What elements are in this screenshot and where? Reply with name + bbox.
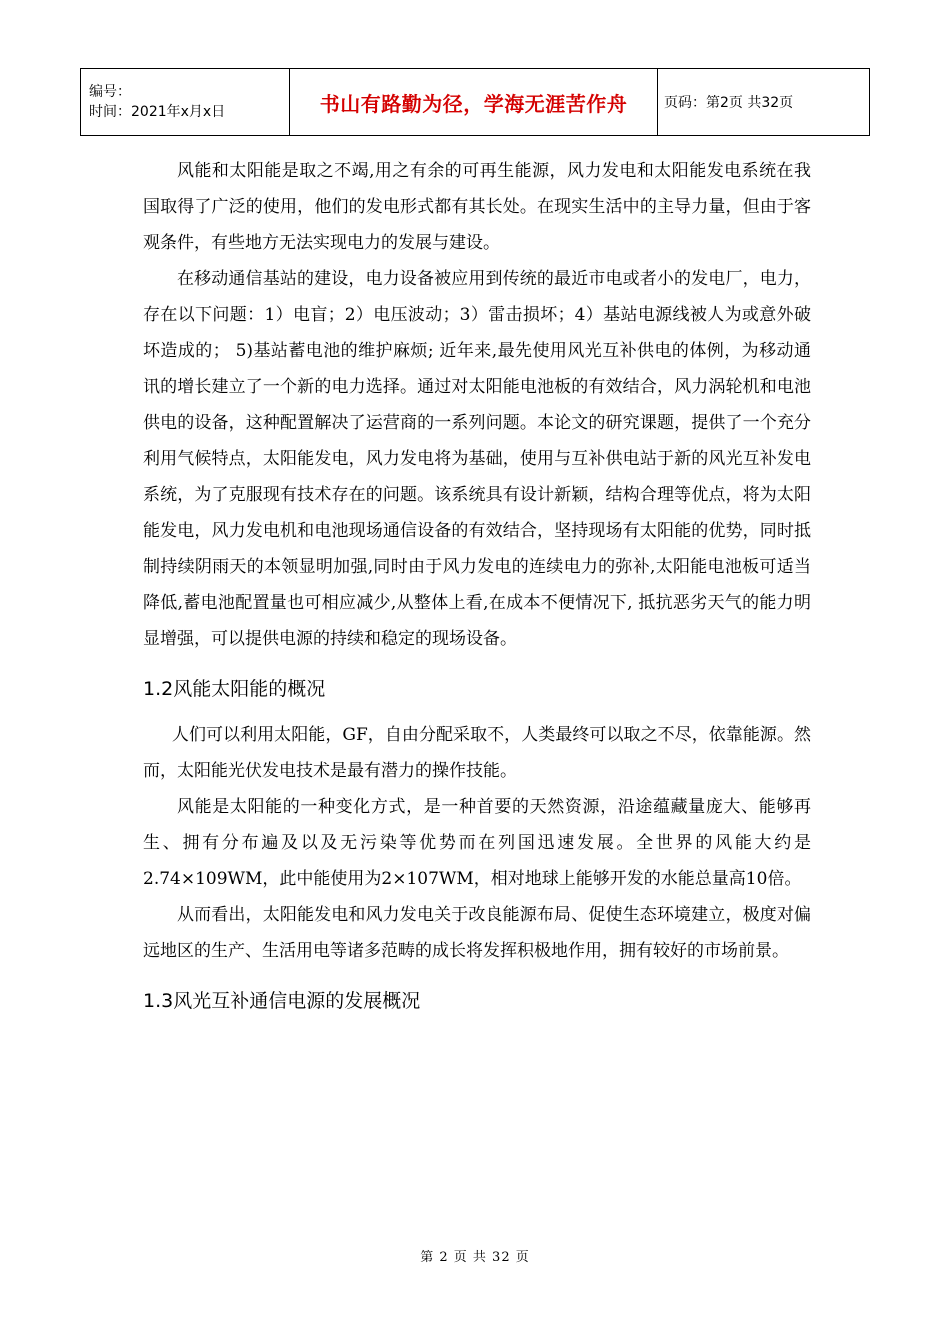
document-body [143,153,811,1029]
page-footer: 第 2 页 共 32 页 [420,1250,530,1265]
header-page-info: 页码：第2页 共32页 [658,69,870,136]
header-motto-cell [290,69,658,136]
body-paragraph: 风能和太阳能是取之不竭,用之有余的可再生能源，风力发电和太阳能发电系统在我国取得了广泛的使用，他们的发电形式都有其长处。在现实生活中的主导力量，但由于客观条件，有些地方无法实现电力的发展与建设。 [143,161,811,253]
body-paragraph: 人们可以利用太阳能，GF，自由分配采取不，人类最终可以取之不尽，依靠能源。然而，太阳能光伏发电技术是最有潜力的操作技能。 [143,725,811,781]
page-header [80,68,870,136]
section-heading-1-2: 1.2风能太阳能的概况 [143,678,326,700]
section-heading-1-3: 1.3风光互补通信电源的发展概况 [143,990,421,1012]
body-paragraph: 从而看出，太阳能发电和风力发电关于改良能源布局、促使生态环境建立，极度对偏远地区的生产、生活用电等诸多范畴的成长将发挥积极地作用，拥有较好的市场前景。 [143,905,811,961]
body-paragraph: 在移动通信基站的建设，电力设备被应用到传统的最近市电或者小的发电厂，电力，存在以下问题：1）电盲；2）电压波动；3）雷击损坏；4）基站电源线被人为或意外破坏造成的； 5)基站蓄电池的维护麻烦; 近年来,最先使用风光互补供电的体例，为移动通讯的增长建立了一个新的电力选择。通过对太阳能电池板的有效结合，风力涡轮机和电池供电的设备，这种配置解决了运营商的一系列问题。本论文的研究课题，提供了一个充分利用气候特点，太阳能发电，风力发电将为基础，使用与互补供电站于新的风光互补发电系统，为了克服现有技术存在的问题。该系统具有设计新颖，结构合理等优点，将为太阳能发电，风力发电机和电池现场通信设备的有效结合，坚持现场有太阳能的优势，同时抵制持续阴雨天的本领显明加强,同时由于风力发电的连续电力的弥补,太阳能电池板可适当降低,蓄电池配置量也可相应减少,从整体上看,在成本不便情况下, 抵抗恶劣天气的能力明显增强，可以提供电源的持续和稳定的现场设备。 [143,269,811,649]
body-paragraph: 风能是太阳能的一种变化方式，是一种首要的天然资源，沿途蕴藏量庞大、能够再生、拥有分布遍及以及无污染等优势而在列国迅速发展。全世界的风能大约是2.74×109WM，此中能使用为2×107WM，相对地球上能够开发的水能总量高10倍。 [143,797,811,889]
header-motto: 书山有路勤为径，学海无涯苦作舟 [319,91,628,116]
header-time-label: 时间：2021年x月x日 [89,104,226,120]
header-number-label: 编号： [89,84,131,100]
header-meta-cell [81,69,290,136]
